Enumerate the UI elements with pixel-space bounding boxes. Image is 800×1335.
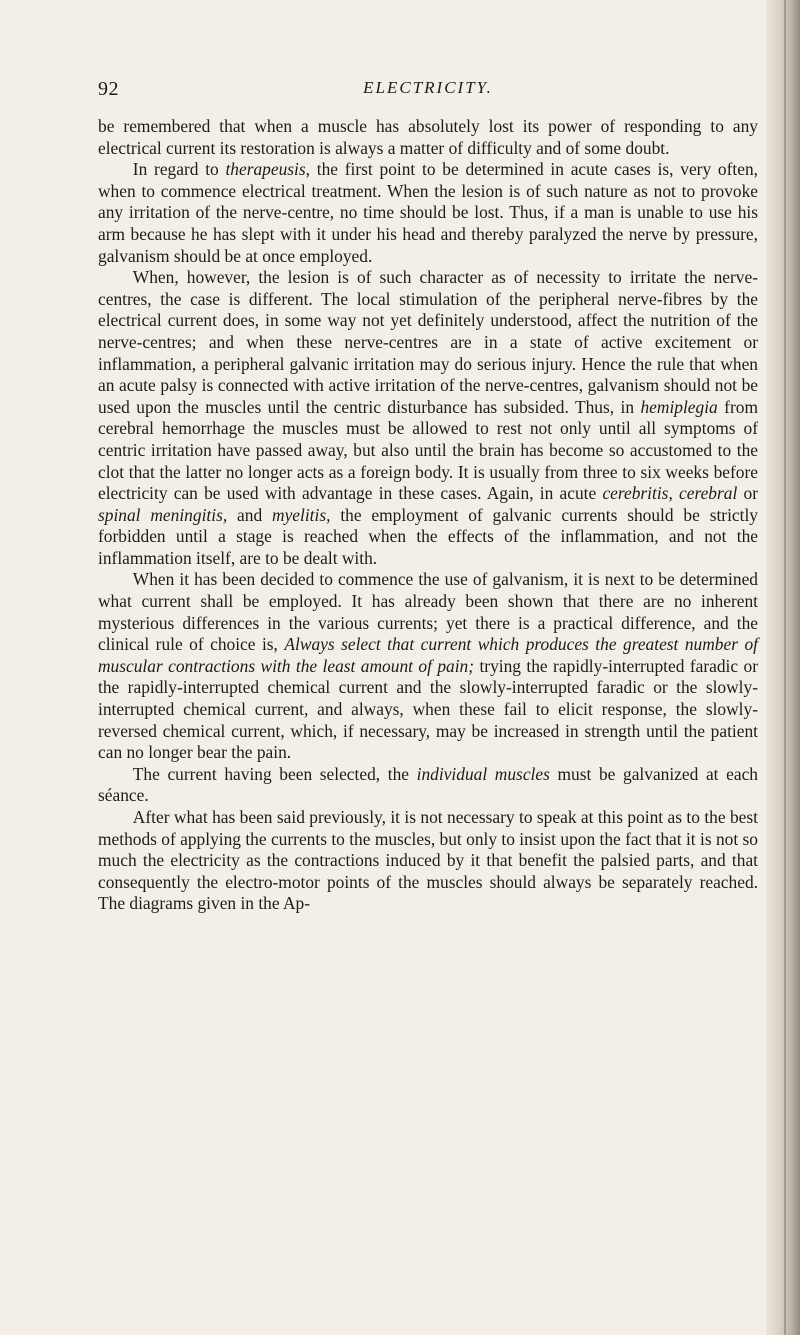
- page-header: [98, 78, 758, 108]
- paragraph-5: The current having been selected, the individual muscles must be galvanized at each séance.: [98, 763, 758, 806]
- running-head: ELECTRICITY.: [363, 78, 493, 97]
- paragraph-2: In regard to therapeusis, the first point to be determined in acute cases is, very often, when to commence electrical treatment. When the lesion is of such nature as not to provoke any irritation of the nerve-centre, no time should be lost. Thus, if a man is unable to use his arm because he has slept with it under his head and thereby paralyzed the nerve by pressure, galvanism should be at once employed.: [98, 159, 758, 266]
- emphasis-term: hemiplegia: [640, 396, 718, 417]
- page-edge-shadow: [766, 0, 800, 1335]
- emphasis-term: spinal meningitis,: [98, 504, 228, 525]
- paragraph-1: be remembered that when a muscle has absolutely lost its power of responding to any electrical current its restoration is always a matter of difficulty and of some doubt.: [98, 116, 758, 158]
- emphasis-term: myelitis,: [272, 504, 331, 525]
- paragraph-3: When, however, the lesion is of such character as of necessity to irritate the nerve-centres, the case is different. The local stimulation of the peripheral nerve-fibres by the electrical current does, in some way not yet definitely understood, affect the nutrition of the nerve-centres; and when these nerve-centres are in a state of active excitement or inflammation, a peripheral galvanic irritation may do serious injury. Hence the rule that when an acute palsy is connected with active irritation of the nerve-centres, galvanism should not be used upon the muscles until the centric disturbance has subsided. Thus, in hemiplegia from cerebral hemorrhage the muscles must be allowed to rest not only until all symptoms of centric irritation have passed away, but also until the brain has become so accustomed to the clot that the latter no longer acts as a foreign body. It is usually from three to six weeks before electricity can be used with advantage in these cases. Again, in acute cerebritis, cerebral or spinal meningitis, and myelitis, the employment of galvanic currents should be strictly forbidden until a stage is reached when the effects of the inflammation, and not the inflammation itself, are to be dealt with.: [98, 267, 759, 568]
- paragraph-6: After what has been said previously, it is not necessary to speak at this point as to the best methods of applying the currents to the muscles, but only to insist upon the fact that it is not so much the electricity as the contractions induced by it that benefit the palsied parts, and that consequently the electro-motor points of the muscles should always be separately reached. The diagrams given in the Ap-: [98, 807, 758, 914]
- emphasis-term: therapeusis: [225, 159, 306, 180]
- body-text: [98, 116, 758, 915]
- emphasis-rule: Always select that current which produces the greatest number of muscular contractions with the least amount of pain;: [98, 634, 758, 676]
- page-binding-line: [784, 0, 786, 1335]
- emphasis-term: individual muscles: [416, 763, 550, 784]
- emphasis-term: cerebritis, cerebral: [602, 483, 738, 504]
- page-number: 92: [98, 78, 119, 100]
- paragraph-4: When it has been decided to commence the use of galvanism, it is next to be determined what current shall be employed. It has already been shown that there are no inherent mysterious differences in the various currents; yet there is a practical difference, and the clinical rule of choice is, Always select that current which produces the greatest number of muscular contractions with the least amount of pain; trying the rapidly-interrupted faradic or the rapidly-interrupted chemical current and the slowly-interrupted faradic or the slowly-interrupted chemical current, and always, when these fail to elicit response, the slowly-reversed chemical current, which, if necessary, may be increased in strength until the patient can no longer bear the pain.: [98, 569, 758, 763]
